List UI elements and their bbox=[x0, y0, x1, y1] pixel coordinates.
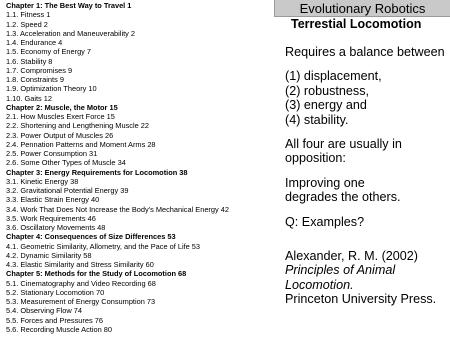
toc-section-item: 2.2. Shortening and Lengthening Muscle 22 bbox=[6, 121, 149, 131]
citation-author: Alexander, R. M. (2002) bbox=[285, 249, 418, 264]
toc-section-item: 1.5. Economy of Energy 7 bbox=[6, 47, 92, 57]
toc-section-item: 3.6. Oscillatory Movements 48 bbox=[6, 223, 106, 232]
toc-chapter-heading: Chapter 4: Consequences of Size Differences 53 bbox=[6, 232, 176, 242]
toc-section-item: 2.5. Power Consumption 31 bbox=[6, 149, 98, 158]
toc-section-item: 4.1. Geometric Similarity, Allometry, and the Pace of Life 53 bbox=[6, 241, 201, 251]
toc-section-item: 4.3. Elastic Similarity and Stress Similarity 60 bbox=[6, 260, 154, 269]
list-item-stability: (4) stability. bbox=[285, 112, 349, 127]
toc-chapter-heading: Chapter 5: Methods for the Study of Locomotion 68 bbox=[6, 269, 187, 279]
citation-publisher: Princeton University Press. bbox=[285, 292, 437, 307]
toc-section-item: 5.1. Cinematography and Video Recording 68 bbox=[6, 278, 156, 288]
toc-chapter-heading: Chapter 2: Muscle, the Motor 15 bbox=[6, 102, 118, 112]
toc-section-item: 3.3. Elastic Strain Energy 40 bbox=[6, 195, 100, 205]
citation-title-line-1: Principles of Animal bbox=[285, 263, 396, 278]
list-item-displacement: (1) displacement, bbox=[285, 69, 382, 84]
toc-section-item: 3.4. Work That Does Not Increase the Body's Mechanical Energy 42 bbox=[6, 204, 229, 214]
opposition-line-1: All four are usually in bbox=[285, 137, 402, 152]
toc-section-item: 1.8. Constraints 9 bbox=[6, 75, 64, 84]
toc-section-item: 2.4. Pennation Patterns and Moment Arms 28 bbox=[6, 139, 156, 149]
intro-text: Requires a balance between bbox=[285, 45, 445, 59]
improving-line-1: Improving one bbox=[285, 175, 365, 190]
toc-section-item: 3.1. Kinetic Energy 38 bbox=[6, 176, 79, 186]
toc-chapter-heading: Chapter 3: Energy Requirements for Locomotion 38 bbox=[6, 167, 188, 177]
slide-title: Terrestial Locomotion bbox=[291, 17, 422, 31]
question-text: Q: Examples? bbox=[285, 214, 365, 229]
toc-section-item: 3.5. Work Requirements 46 bbox=[6, 213, 96, 223]
toc-section-item: 1.6. Stability 8 bbox=[6, 56, 53, 66]
toc-section-item: 5.5. Forces and Pressures 76 bbox=[6, 315, 103, 325]
table-of-contents bbox=[6, 1, 272, 334]
toc-section-item: 2.6. Some Other Types of Muscle 34 bbox=[6, 158, 126, 168]
toc-section-item: 1.4. Endurance 4 bbox=[6, 38, 63, 47]
course-badge: Evolutionary Robotics bbox=[274, 0, 450, 17]
slide-content bbox=[285, 45, 447, 307]
toc-chapter-heading: Chapter 1: The Best Way to Travel 1 bbox=[6, 1, 132, 10]
toc-section-item: 3.2. Gravitational Potential Energy 39 bbox=[6, 186, 129, 195]
toc-section-item: 5.4. Observing Flow 74 bbox=[6, 306, 82, 316]
toc-section-item: 5.6. Recording Muscle Action 80 bbox=[6, 324, 112, 334]
toc-section-item: 1.1. Fitness 1 bbox=[6, 10, 51, 20]
opposition-line-2: opposition: bbox=[285, 151, 346, 166]
toc-section-item: 1.7. Compromises 9 bbox=[6, 65, 73, 75]
toc-section-item: 1.2. Speed 2 bbox=[6, 19, 48, 29]
toc-section-item: 2.3. Power Output of Muscles 26 bbox=[6, 130, 114, 140]
improving-line-2: degrades the others. bbox=[285, 190, 401, 205]
toc-section-item: 2.1. How Muscles Exert Force 15 bbox=[6, 112, 115, 121]
toc-section-item: 1.3. Acceleration and Maneuverability 2 bbox=[6, 28, 136, 38]
toc-section-item: 1.9. Optimization Theory 10 bbox=[6, 84, 97, 94]
toc-section-item: 4.2. Dynamic Similarity 58 bbox=[6, 250, 92, 260]
list-item-energy: (3) energy and bbox=[285, 98, 367, 113]
toc-section-item: 1.10. Gaits 12 bbox=[6, 93, 53, 103]
list-item-robustness: (2) robustness, bbox=[285, 83, 369, 98]
toc-section-item: 5.3. Measurement of Energy Consumption 73 bbox=[6, 297, 156, 306]
citation-title-line-2: Locomotion. bbox=[285, 277, 354, 292]
toc-section-item: 5.2. Stationary Locomotion 70 bbox=[6, 287, 105, 297]
